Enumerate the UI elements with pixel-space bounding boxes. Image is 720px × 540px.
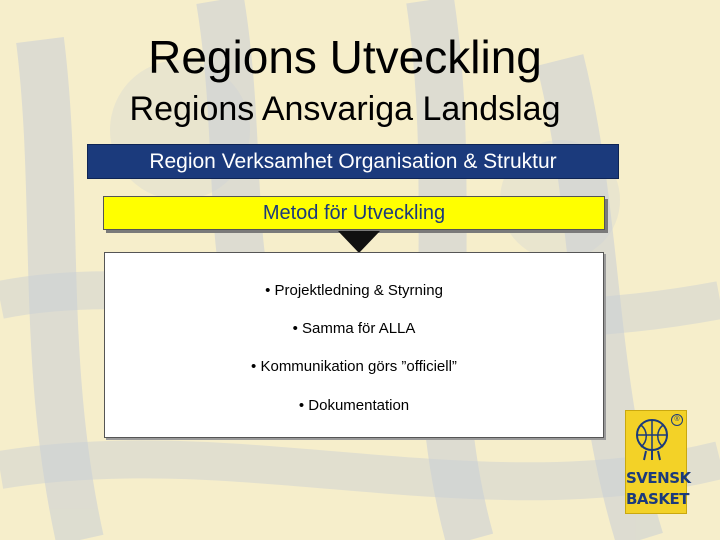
down-arrow-icon	[338, 231, 380, 253]
list-item: • Projektledning & Styrning	[265, 282, 443, 299]
list-item: • Samma för ALLA	[292, 320, 416, 337]
basketball-player-icon	[632, 417, 672, 461]
svensk-basket-logo	[625, 410, 691, 514]
registered-mark: ®	[671, 414, 683, 426]
list-item: • Kommunikation görs ”officiell”	[251, 358, 457, 375]
region-banner: Region Verksamhet Organisation & Struktur	[87, 144, 619, 179]
method-box: Metod för Utveckling	[103, 196, 605, 230]
logo-text-line1: SVENSK	[626, 469, 691, 487]
bullet-list-box	[104, 252, 604, 438]
slide-subtitle: Regions Ansvariga Landslag	[129, 90, 561, 128]
slide-title: Regions Utveckling	[148, 31, 542, 83]
logo-text-line2: BASKET	[626, 490, 689, 508]
list-item: • Dokumentation	[298, 397, 410, 414]
